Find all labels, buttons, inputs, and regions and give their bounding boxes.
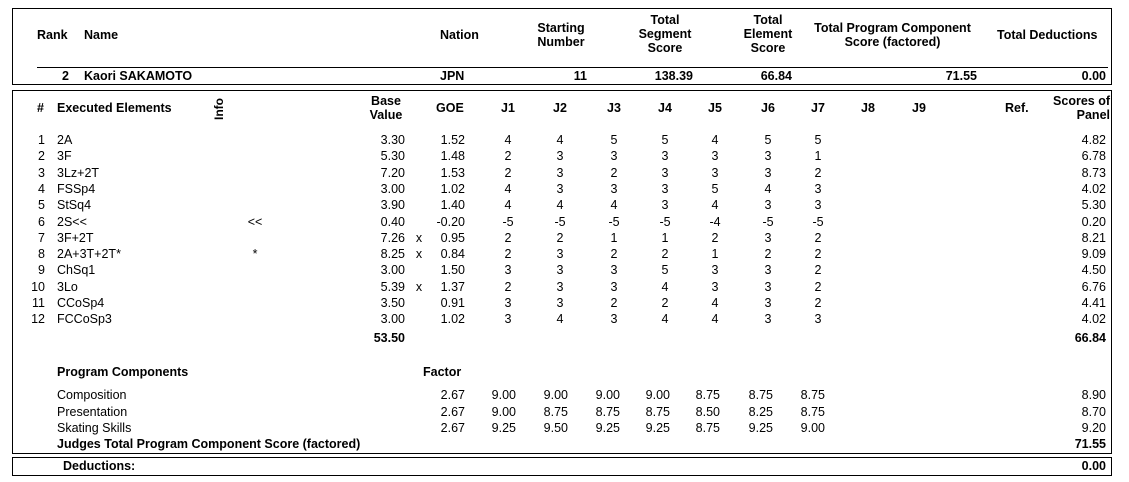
element-judge-score: -5 <box>659 215 671 229</box>
element-goe: 1.50 <box>440 263 465 277</box>
element-judge-score: 3 <box>610 149 618 163</box>
element-number: 3 <box>38 166 45 180</box>
element-judge-score: 3 <box>814 182 822 196</box>
element-judge-score: 3 <box>556 280 564 294</box>
element-judge-score: 3 <box>711 263 719 277</box>
element-bonus-mark: x <box>415 280 423 294</box>
deductions-footer-value: 0.00 <box>1081 459 1106 473</box>
info-header: Info <box>212 98 226 120</box>
element-name: 3F <box>57 149 72 163</box>
skater-tes: 66.84 <box>760 69 792 83</box>
header-divider <box>37 67 1108 68</box>
element-base-value: 3.00 <box>380 312 405 326</box>
element-judge-score: 3 <box>814 198 822 212</box>
element-judge-score: 2 <box>504 231 512 245</box>
element-panel-score: 4.02 <box>1081 182 1106 196</box>
element-base-value: 0.40 <box>380 215 405 229</box>
element-judge-score: 5 <box>661 133 669 147</box>
component-judge-score: 8.75 <box>595 405 620 419</box>
component-judge-score: 9.25 <box>491 421 516 435</box>
component-judge-score: 8.75 <box>800 405 825 419</box>
element-judge-score: -5 <box>554 215 566 229</box>
element-judge-score: 3 <box>711 149 719 163</box>
component-judge-score: 8.75 <box>695 421 720 435</box>
starting-number-label: Starting Number <box>537 21 585 49</box>
element-name: 2A <box>57 133 73 147</box>
element-name: 2A+3T+2T* <box>57 247 121 261</box>
component-judge-score: 8.75 <box>748 388 773 402</box>
element-judge-score: 3 <box>764 198 772 212</box>
element-name: 3Lo <box>57 280 78 294</box>
element-judge-score: -5 <box>812 215 824 229</box>
element-judge-score: 1 <box>814 149 822 163</box>
component-panel-score: 9.20 <box>1081 421 1106 435</box>
component-name: Composition <box>57 388 127 402</box>
component-judge-score: 8.75 <box>645 405 670 419</box>
component-judge-score: 8.50 <box>695 405 720 419</box>
element-base-value: 5.30 <box>380 149 405 163</box>
element-number: 8 <box>38 247 45 261</box>
ref-header: Ref. <box>1005 101 1029 115</box>
element-goe: 1.53 <box>440 166 465 180</box>
element-judge-score: 2 <box>504 247 512 261</box>
element-judge-score: 3 <box>556 166 564 180</box>
component-factor: 2.67 <box>440 388 465 402</box>
element-panel-score: 8.21 <box>1081 231 1106 245</box>
element-name: 3F+2T <box>57 231 94 245</box>
element-panel-score: 9.09 <box>1081 247 1106 261</box>
element-judge-score: 2 <box>504 149 512 163</box>
component-factor: 2.67 <box>440 405 465 419</box>
scores-of-panel-header: Scores of Panel <box>1053 94 1110 122</box>
deductions-label: Total Deductions <box>997 28 1098 42</box>
element-judge-score: 2 <box>814 231 822 245</box>
element-judge-score: 5 <box>610 133 618 147</box>
element-judge-score: 3 <box>814 312 822 326</box>
element-judge-score: 4 <box>764 182 772 196</box>
element-judge-score: 5 <box>711 182 719 196</box>
judge-header-1: J1 <box>501 101 515 115</box>
element-number: 11 <box>32 296 45 310</box>
element-judge-score: 3 <box>556 182 564 196</box>
element-goe: 0.84 <box>440 247 465 261</box>
element-number: 12 <box>31 312 45 326</box>
element-judge-score: 4 <box>711 133 719 147</box>
element-judge-score: 2 <box>814 280 822 294</box>
element-base-value: 7.20 <box>380 166 405 180</box>
element-judge-score: 3 <box>661 166 669 180</box>
judge-header-7: J7 <box>811 101 825 115</box>
element-judge-score: 4 <box>556 133 564 147</box>
element-base-value: 7.26 <box>380 231 405 245</box>
element-goe: -0.20 <box>436 215 465 229</box>
skater-nation: JPN <box>440 69 465 83</box>
element-base-value: 3.30 <box>380 133 405 147</box>
element-judge-score: 2 <box>610 247 618 261</box>
element-number: 6 <box>38 215 45 229</box>
element-judge-score: 1 <box>610 231 618 245</box>
element-judge-score: 3 <box>556 149 564 163</box>
element-judge-score: 5 <box>661 263 669 277</box>
component-judge-score: 9.25 <box>595 421 620 435</box>
element-judge-score: 3 <box>556 296 564 310</box>
component-judge-score: 9.00 <box>491 388 516 402</box>
component-judge-score: 9.00 <box>645 388 670 402</box>
element-base-value: 5.39 <box>380 280 405 294</box>
judge-header-3: J3 <box>607 101 621 115</box>
judge-header-8: J8 <box>861 101 875 115</box>
goe-header: GOE <box>436 101 464 115</box>
skater-name: Kaori SAKAMOTO <box>84 69 193 83</box>
element-panel-score: 5.30 <box>1081 198 1106 212</box>
deductions-footer-label: Deductions: <box>63 459 136 473</box>
component-judge-score: 8.75 <box>695 388 720 402</box>
element-judge-score: 2 <box>661 296 669 310</box>
name-label: Name <box>84 28 119 42</box>
judge-header-9: J9 <box>912 101 926 115</box>
component-judge-score: 8.75 <box>543 405 568 419</box>
element-info: * <box>252 247 258 261</box>
skater-start: 11 <box>573 69 587 83</box>
component-judge-score: 9.25 <box>645 421 670 435</box>
skater-deductions: 0.00 <box>1081 69 1106 83</box>
element-goe: 1.37 <box>440 280 465 294</box>
element-judge-score: 2 <box>504 166 512 180</box>
skater-tss: 138.39 <box>654 69 693 83</box>
element-judge-score: 5 <box>764 133 772 147</box>
element-judge-score: 3 <box>764 263 772 277</box>
component-judge-score: 8.75 <box>800 388 825 402</box>
element-panel-score: 6.76 <box>1081 280 1106 294</box>
tes-label: Total Element Score <box>743 13 793 55</box>
element-judge-score: 4 <box>504 133 512 147</box>
panel-score-total: 66.84 <box>1074 331 1106 345</box>
element-judge-score: 3 <box>711 166 719 180</box>
component-factor: 2.67 <box>440 421 465 435</box>
pcs-total-value: 71.55 <box>1074 437 1106 451</box>
component-name: Presentation <box>57 405 128 419</box>
component-judge-score: 9.00 <box>595 388 620 402</box>
element-base-value: 3.00 <box>380 263 405 277</box>
element-goe: 1.40 <box>440 198 465 212</box>
element-number: 9 <box>38 263 45 277</box>
element-judge-score: 3 <box>711 280 719 294</box>
element-goe: 1.48 <box>440 149 465 163</box>
num-header: # <box>37 101 44 115</box>
element-name: 3Lz+2T <box>57 166 100 180</box>
component-panel-score: 8.90 <box>1081 388 1106 402</box>
element-judge-score: 3 <box>610 263 618 277</box>
base-value-total: 53.50 <box>373 331 405 345</box>
element-number: 1 <box>38 133 45 147</box>
element-panel-score: 8.73 <box>1081 166 1106 180</box>
component-panel-score: 8.70 <box>1081 405 1106 419</box>
element-judge-score: 1 <box>711 247 719 261</box>
element-panel-score: 4.82 <box>1081 133 1106 147</box>
component-judge-score: 8.25 <box>748 405 773 419</box>
element-number: 4 <box>38 182 45 196</box>
element-base-value: 3.90 <box>380 198 405 212</box>
element-panel-score: 4.50 <box>1081 263 1106 277</box>
element-panel-score: 6.78 <box>1081 149 1106 163</box>
element-judge-score: 2 <box>814 247 822 261</box>
component-judge-score: 9.00 <box>543 388 568 402</box>
element-judge-score: 3 <box>556 263 564 277</box>
element-judge-score: 5 <box>814 133 822 147</box>
component-judge-score: 9.00 <box>491 405 516 419</box>
component-judge-score: 9.25 <box>748 421 773 435</box>
element-judge-score: 3 <box>504 263 512 277</box>
element-judge-score: 3 <box>661 182 669 196</box>
element-judge-score: 3 <box>661 149 669 163</box>
element-judge-score: 3 <box>610 182 618 196</box>
element-name: FCCoSp3 <box>57 312 112 326</box>
element-base-value: 3.50 <box>380 296 405 310</box>
element-name: FSSp4 <box>57 182 96 196</box>
element-goe: 1.52 <box>440 133 465 147</box>
element-goe: 1.02 <box>440 182 465 196</box>
pcs-label: Total Program Component Score (factored) <box>814 21 971 49</box>
element-judge-score: 3 <box>764 149 772 163</box>
element-judge-score: 4 <box>711 198 719 212</box>
element-name: ChSq1 <box>57 263 96 277</box>
base-value-header: Base Value <box>369 94 403 122</box>
element-base-value: 8.25 <box>380 247 405 261</box>
element-judge-score: 3 <box>504 296 512 310</box>
element-judge-score: 2 <box>504 280 512 294</box>
component-judge-score: 9.00 <box>800 421 825 435</box>
element-judge-score: 3 <box>764 166 772 180</box>
element-judge-score: 4 <box>711 296 719 310</box>
element-judge-score: 2 <box>814 263 822 277</box>
element-judge-score: 4 <box>661 312 669 326</box>
element-info: << <box>247 215 263 229</box>
element-judge-score: 3 <box>764 231 772 245</box>
nation-label: Nation <box>440 28 479 42</box>
element-bonus-mark: x <box>415 247 423 261</box>
element-judge-score: 3 <box>764 296 772 310</box>
element-judge-score: -5 <box>762 215 774 229</box>
element-judge-score: 4 <box>711 312 719 326</box>
element-number: 2 <box>38 149 45 163</box>
element-judge-score: 3 <box>610 312 618 326</box>
element-judge-score: 1 <box>661 231 669 245</box>
element-judge-score: 4 <box>556 312 564 326</box>
judge-header-2: J2 <box>553 101 567 115</box>
element-judge-score: 3 <box>610 280 618 294</box>
element-name: 2S<< <box>57 215 87 229</box>
program-components-title: Program Components <box>57 365 189 379</box>
element-judge-score: 2 <box>764 247 772 261</box>
element-name: StSq4 <box>57 198 92 212</box>
deductions-box <box>12 457 1112 476</box>
element-judge-score: 4 <box>661 280 669 294</box>
rank-label: Rank <box>37 28 68 42</box>
element-name: CCoSp4 <box>57 296 105 310</box>
tss-label: Total Segment Score <box>638 13 692 55</box>
element-judge-score: 3 <box>504 312 512 326</box>
element-judge-score: 2 <box>610 296 618 310</box>
skater-rank: 2 <box>62 69 69 83</box>
element-judge-score: -4 <box>709 215 721 229</box>
element-number: 10 <box>31 280 45 294</box>
element-goe: 0.95 <box>440 231 465 245</box>
element-judge-score: 3 <box>661 198 669 212</box>
element-judge-score: 3 <box>764 312 772 326</box>
element-goe: 0.91 <box>440 296 465 310</box>
element-judge-score: 2 <box>610 166 618 180</box>
element-judge-score: 2 <box>814 166 822 180</box>
element-judge-score: 3 <box>764 280 772 294</box>
element-panel-score: 0.20 <box>1081 215 1106 229</box>
element-number: 7 <box>38 231 45 245</box>
element-judge-score: 4 <box>504 182 512 196</box>
element-judge-score: 2 <box>814 296 822 310</box>
executed-elements-header: Executed Elements <box>57 101 172 115</box>
element-judge-score: 4 <box>504 198 512 212</box>
skater-pcs: 71.55 <box>945 69 977 83</box>
element-judge-score: 4 <box>610 198 618 212</box>
element-number: 5 <box>38 198 45 212</box>
element-judge-score: 2 <box>556 231 564 245</box>
element-judge-score: 3 <box>556 247 564 261</box>
judge-header-5: J5 <box>708 101 722 115</box>
factor-header: Factor <box>423 365 462 379</box>
element-judge-score: 2 <box>661 247 669 261</box>
judge-header-4: J4 <box>658 101 672 115</box>
pcs-total-label: Judges Total Program Component Score (factored) <box>57 437 361 451</box>
element-judge-score: -5 <box>502 215 514 229</box>
component-name: Skating Skills <box>57 421 132 435</box>
element-panel-score: 4.41 <box>1081 296 1106 310</box>
element-panel-score: 4.02 <box>1081 312 1106 326</box>
element-base-value: 3.00 <box>380 182 405 196</box>
judge-header-6: J6 <box>761 101 775 115</box>
element-judge-score: -5 <box>608 215 620 229</box>
component-judge-score: 9.50 <box>543 421 568 435</box>
element-judge-score: 4 <box>556 198 564 212</box>
element-bonus-mark: x <box>415 231 423 245</box>
element-judge-score: 2 <box>711 231 719 245</box>
element-goe: 1.02 <box>440 312 465 326</box>
